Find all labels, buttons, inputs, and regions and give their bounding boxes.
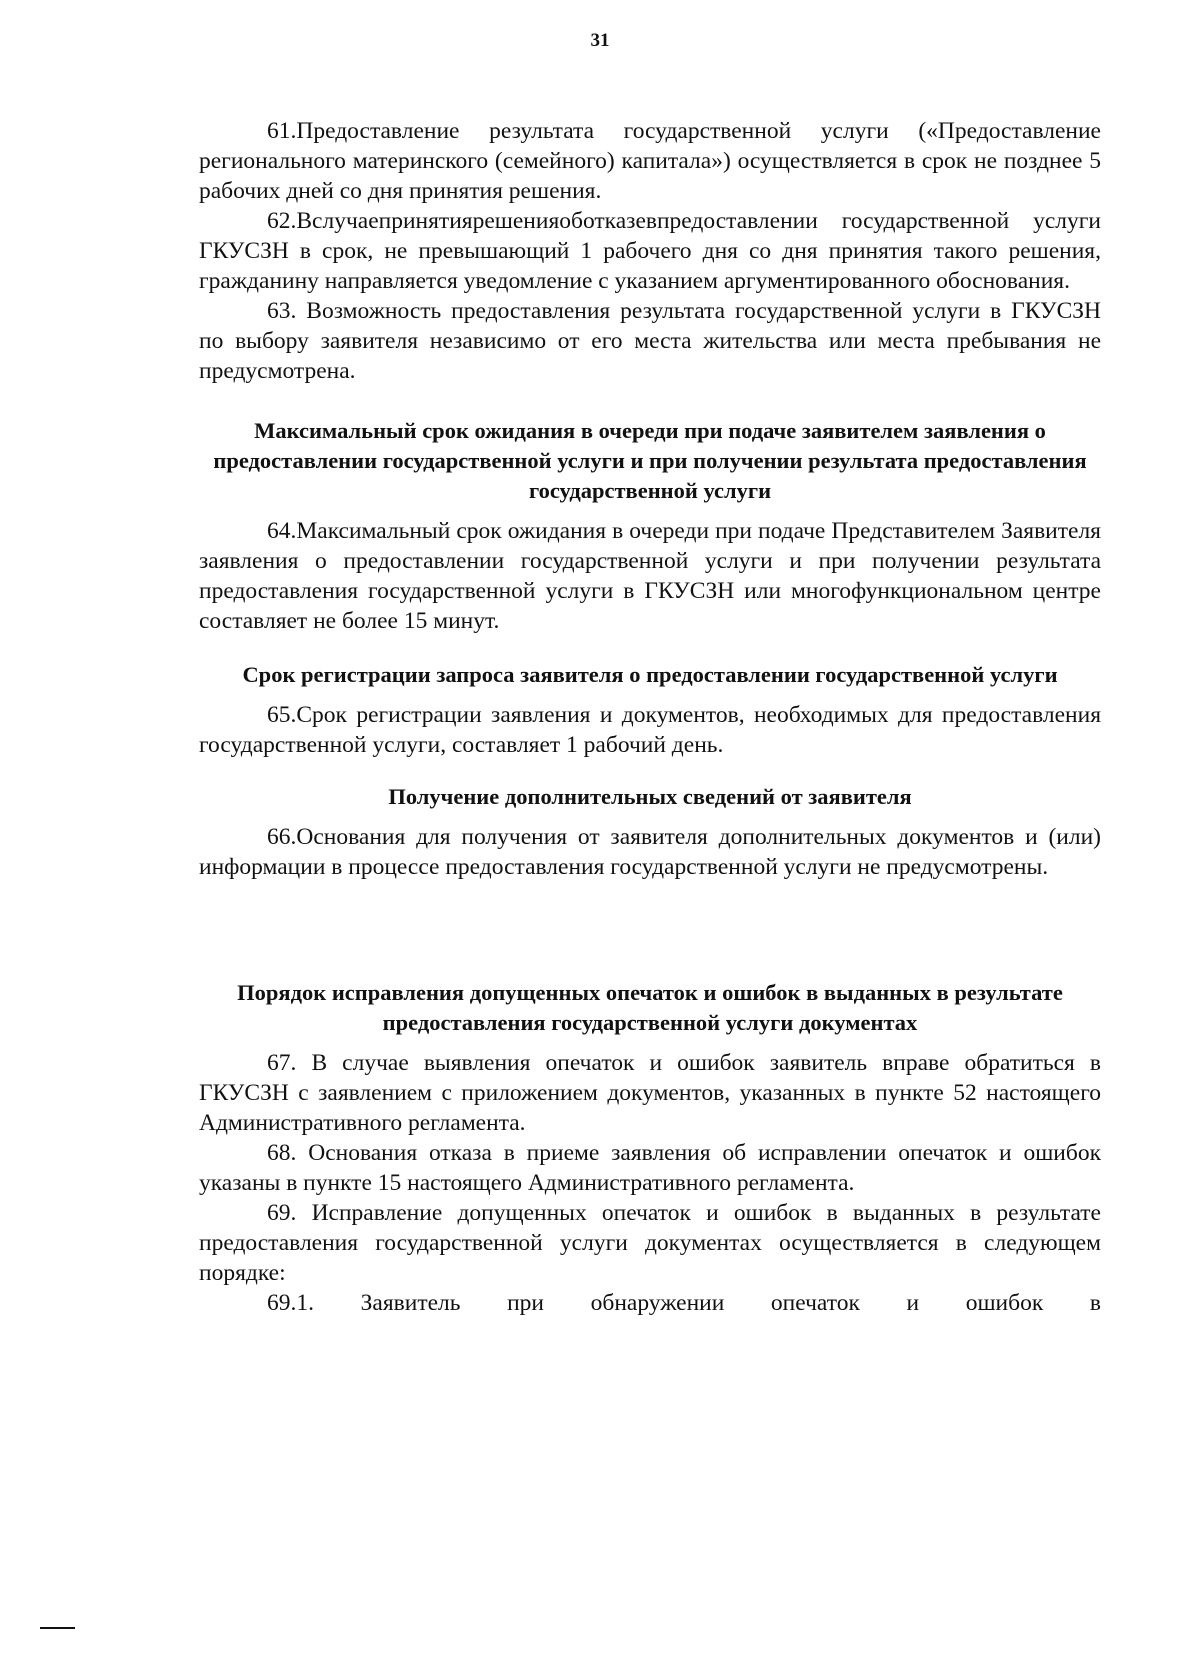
paragraph-66: 66.Основания для получения от заявителя дополнительных документов и (или) информации в процессе предоставления государственной услуги не предусмотрены. <box>199 824 1101 880</box>
section-heading-error-correction: Порядок исправления допущенных опечаток и ошибок в выданных в результате предоставления государственной услуги документах <box>237 980 1063 1035</box>
paragraph-67: 67. В случае выявления опечаток и ошибок заявитель вправе обратиться в ГКУСЗН с заявлением с приложением документов, указанных в пункте 52 настоящего Административного регламента. <box>199 1050 1101 1136</box>
scan-edge-mark <box>40 1627 75 1629</box>
paragraph-61: 61.Предоставление результата государственной услуги («Предоставление регионального материнского (семейного) капитала») осуществляется в срок не позднее 5 рабочих дней со дня принятия решения. <box>199 118 1101 204</box>
paragraph-65: 65.Срок регистрации заявления и документов, необходимых для предоставления государственной услуги, составляет 1 рабочий день. <box>199 702 1101 758</box>
paragraph-69: 69. Исправление допущенных опечаток и ошибок в выданных в результате предоставления государственной услуги документах осуществляется в следующем порядке: <box>199 1200 1101 1286</box>
paragraph-68: 68. Основания отказа в приеме заявления об исправлении опечаток и ошибок указаны в пункте 15 настоящего Административного регламента. <box>199 1140 1101 1196</box>
section-heading-max-wait: Максимальный срок ожидания в очереди при подаче заявителем заявления о предоставлении государственной услуги и при получении результата предоставления государственной услуги <box>213 418 1087 503</box>
section-heading-additional-info: Получение дополнительных сведений от заявителя <box>388 784 912 809</box>
paragraph-63: 63. Возможность предоставления результата государственной услуги в ГКУСЗН по выбору заявителя независимо от его места жительства или места пребывания не предусмотрена. <box>199 298 1101 384</box>
document-body <box>199 116 1101 1318</box>
section-heading-registration-term: Срок регистрации запроса заявителя о предоставлении государственной услуги <box>242 662 1058 687</box>
paragraph-64: 64.Максимальный срок ожидания в очереди при подаче Представителем Заявителя заявления о предоставлении государственной услуги и при получении результата предоставления государственной услуги в ГКУСЗН или многофункциональном центре составляет не более 15 минут. <box>199 518 1101 634</box>
page-number: 31 <box>590 30 610 51</box>
paragraph-62: 62.Вслучаепринятиярешенияоботказевпредоставлении государственной услуги ГКУСЗН в срок, не превышающий 1 рабочего дня со дня принятия такого решения, гражданину направляется уведомление с указанием аргументированного обоснования. <box>199 208 1101 294</box>
paragraph-69-1: 69.1. Заявитель при обнаружении опечаток и ошибок в <box>267 1290 1101 1316</box>
